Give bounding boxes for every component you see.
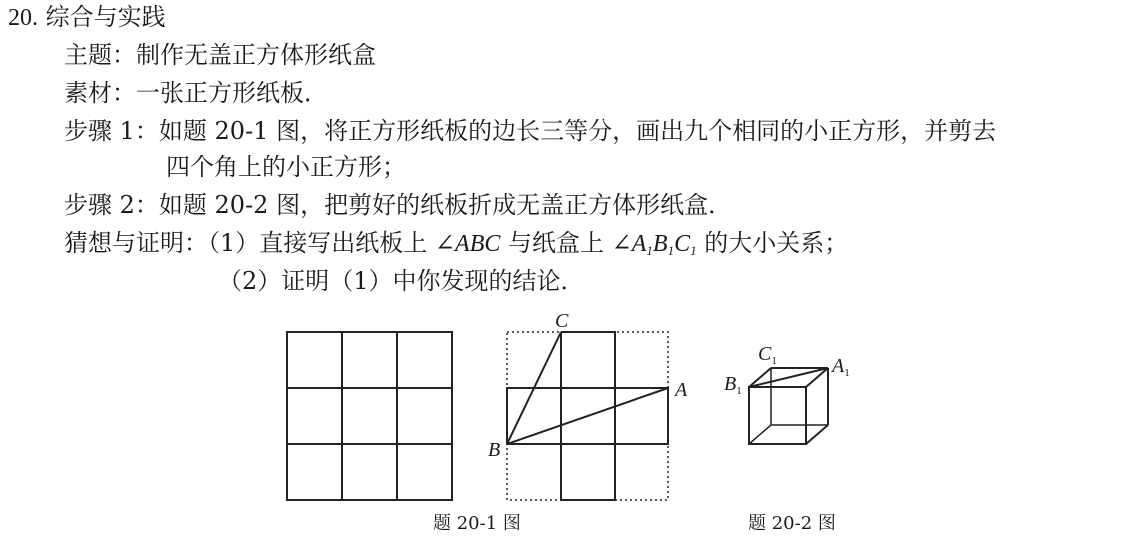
label-b1-sub: 1	[736, 385, 742, 397]
conjecture-prefix: 猜想与证明：（1）直接写出纸板上	[64, 229, 428, 257]
cube-front-face	[749, 387, 806, 444]
step1-line2: 四个角上的小正方形；	[166, 153, 406, 181]
step2-line: 步骤 2：如题 20-2 图，把剪好的纸板折成无盖正方体形纸盒．	[64, 191, 733, 219]
figure-20-1-caption: 题 20-1 图	[433, 513, 521, 534]
question-number: 20.	[8, 5, 38, 31]
label-b: B	[488, 439, 501, 461]
angle-c1-sub: 1	[690, 243, 697, 258]
angle-b1-letter: B	[652, 231, 668, 257]
angle-abc: ∠ABC	[434, 231, 501, 257]
label-a1-letter: A	[832, 355, 845, 377]
cube-hidden-diag	[749, 425, 771, 444]
conjecture-suffix: 的大小关系；	[704, 229, 849, 257]
angle-b1-sub: 1	[667, 243, 675, 258]
material-line: 素材：一张正方形纸板．	[64, 79, 328, 107]
label-a: A	[675, 379, 688, 401]
question-title: 综合与实践	[45, 3, 166, 31]
label-c1	[758, 343, 777, 367]
conjecture-middle: 与纸盒上	[508, 229, 604, 257]
cube-right-bottom-edge	[806, 425, 828, 444]
label-b1	[724, 373, 742, 397]
label-a1-sub: 1	[844, 367, 850, 379]
label-b1-letter: B	[724, 373, 737, 395]
angle-c1-letter: C	[674, 231, 691, 257]
figure-20-2-caption: 题 20-2 图	[748, 513, 836, 534]
label-a1	[830, 355, 850, 379]
label-c: C	[555, 310, 569, 332]
label-c1-sub: 1	[771, 355, 777, 367]
topic-line: 主题：制作无盖正方体形纸盒	[64, 41, 376, 69]
label-c1-letter: C	[758, 343, 772, 365]
proof-line: （2）证明（1）中你发现的结论．	[218, 267, 585, 295]
angle-a1-letter: ∠A	[611, 231, 647, 257]
step1-line1: 步骤 1：如题 20-1 图，将正方形纸板的边长三等分，画出九个相同的小正方形，并剪去	[64, 117, 997, 145]
angle-a1-sub: 1	[646, 243, 653, 258]
